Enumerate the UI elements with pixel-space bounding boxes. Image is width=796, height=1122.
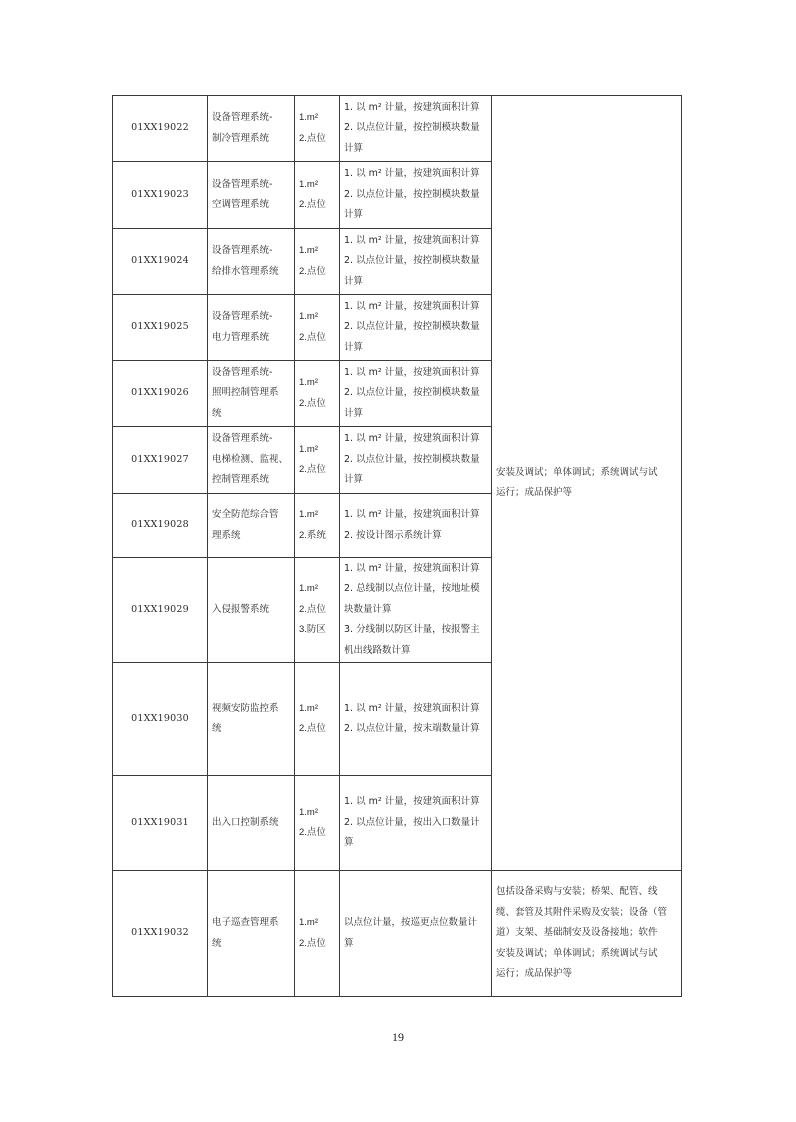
item-name-line: 控制管理系统 — [212, 474, 270, 486]
table-row — [113, 871, 682, 997]
calculation-rule — [340, 96, 492, 162]
item-name-line: 理系统 — [212, 529, 241, 541]
calculation-rule-line: 2. 以点位计量，按控制模块数量 — [344, 321, 480, 333]
item-code: 01XX19029 — [113, 558, 208, 663]
item-name-line: 统 — [212, 723, 222, 734]
calculation-rule-line: 机出线路数计算 — [344, 644, 411, 656]
item-name — [208, 361, 295, 427]
calculation-rule — [340, 361, 492, 427]
item-name — [208, 229, 295, 295]
calculation-rule-line: 2. 以点位计量，按控制模块数量 — [344, 255, 480, 267]
item-name-line: 统 — [212, 407, 222, 419]
calculation-rule-line: 1. 以 m² 计量，按建筑面积计算 — [344, 366, 480, 378]
item-name — [208, 871, 295, 997]
item-name-line: 制冷管理系统 — [212, 132, 270, 144]
item-code: 01XX19031 — [113, 776, 208, 871]
calculation-rule — [340, 871, 492, 997]
calculation-rule-line: 2. 总线制以点位计量，按地址模 — [344, 583, 480, 595]
item-name-line: 设备管理系统- — [212, 112, 273, 123]
measure-unit — [295, 494, 340, 558]
calculation-rule-line: 1. 以 m² 计量，按建筑面积计算 — [344, 433, 480, 445]
measure-unit-line: 1.m² — [299, 245, 318, 256]
item-name — [208, 494, 295, 558]
item-name-line: 统 — [212, 937, 222, 949]
calculation-rule-line: 1. 以 m² 计量，按建筑面积计算 — [344, 796, 480, 808]
item-code: 01XX19022 — [113, 96, 208, 162]
measure-unit-line: 1.m² — [299, 806, 318, 818]
calculation-rule — [340, 427, 492, 494]
item-code: 01XX19032 — [113, 871, 208, 997]
item-code: 01XX19027 — [113, 427, 208, 494]
measure-unit-line: 1.m² — [299, 377, 318, 388]
calculation-rule-line: 3. 分线制以防区计量，按报警主 — [344, 624, 480, 636]
measure-unit — [295, 871, 340, 997]
measure-unit — [295, 663, 340, 776]
spec-table-container — [112, 95, 681, 997]
measure-unit-line: 2.点位 — [299, 464, 326, 475]
measure-unit-line: 2.点位 — [299, 937, 326, 949]
calculation-rule-line: 计算 — [344, 407, 364, 419]
calculation-rule — [340, 295, 492, 361]
item-name-line: 设备管理系统- — [212, 245, 273, 256]
item-name — [208, 427, 295, 494]
measure-unit-line: 2.点位 — [299, 603, 326, 615]
page-number: 19 — [392, 1030, 404, 1044]
calculation-rule-line: 2. 以点位计量，按控制模块数量 — [344, 453, 480, 465]
measure-unit-line: 2.点位 — [299, 265, 326, 277]
calculation-rule-line: 计算 — [344, 275, 364, 287]
measure-unit-line: 1.m² — [299, 583, 318, 595]
item-code: 01XX19024 — [113, 229, 208, 295]
item-name-line: 给排水管理系统 — [212, 265, 279, 277]
calculation-rule-line: 1. 以 m² 计量，按建筑面积计算 — [344, 300, 480, 312]
calculation-rule-line: 以点位计量，按巡更点位数量计 — [344, 917, 478, 928]
measure-unit-line: 2.点位 — [299, 331, 326, 343]
measure-unit — [295, 558, 340, 663]
item-name-line: 入侵报警系统 — [212, 603, 270, 615]
measure-unit — [295, 295, 340, 361]
calculation-rule-line: 2. 按设计图示系统计算 — [344, 529, 442, 541]
measure-unit — [295, 229, 340, 295]
item-name — [208, 295, 295, 361]
work-content-line: 安装及调试；单体调试；系统调试与试 — [496, 466, 658, 478]
item-name-line: 电子巡查管理系 — [212, 917, 279, 928]
measure-unit-line: 2.点位 — [299, 723, 326, 734]
measure-unit-line: 1.m² — [299, 112, 318, 123]
measure-unit-line: 1.m² — [299, 311, 318, 322]
item-name-line: 安全防范综合管 — [212, 509, 279, 520]
calculation-rule-line: 计算 — [344, 474, 364, 486]
work-content-line: 道）支架、基础制安及设备接地；软件 — [496, 927, 658, 939]
item-name — [208, 776, 295, 871]
measure-unit-line: 2.点位 — [299, 827, 326, 838]
spec-table-body — [113, 96, 682, 997]
measure-unit — [295, 162, 340, 229]
measure-unit-line: 2.点位 — [299, 397, 326, 409]
item-name — [208, 162, 295, 229]
work-content — [492, 871, 682, 997]
calculation-rule-line: 计算 — [344, 142, 364, 154]
table-row — [113, 96, 682, 162]
item-name — [208, 96, 295, 162]
spec-table — [112, 95, 682, 997]
measure-unit — [295, 361, 340, 427]
calculation-rule-line: 1. 以 m² 计量，按建筑面积计算 — [344, 168, 480, 180]
item-code: 01XX19026 — [113, 361, 208, 427]
item-name-line: 设备管理系统- — [212, 178, 273, 190]
measure-unit-line: 1.m² — [299, 917, 318, 928]
item-name-line: 空调管理系统 — [212, 199, 270, 210]
item-name-line: 设备管理系统- — [212, 366, 273, 378]
work-content-line: 运行；成品保护等 — [496, 487, 573, 498]
item-name-line: 设备管理系统- — [212, 433, 273, 445]
calculation-rule — [340, 162, 492, 229]
measure-unit — [295, 776, 340, 871]
measure-unit — [295, 427, 340, 494]
measure-unit — [295, 96, 340, 162]
work-content-line: 运行；成品保护等 — [496, 968, 573, 980]
measure-unit-line: 1.m² — [299, 443, 318, 455]
measure-unit-line: 2.系统 — [299, 529, 326, 541]
calculation-rule-line: 2. 以点位计量，按控制模块数量 — [344, 188, 480, 200]
item-code: 01XX19025 — [113, 295, 208, 361]
calculation-rule-line: 2. 以点位计量，按出入口数量计 — [344, 816, 480, 828]
measure-unit-line: 1.m² — [299, 178, 318, 190]
item-name-line: 照明控制管理系 — [212, 387, 279, 399]
work-content — [492, 96, 682, 871]
calculation-rule — [340, 229, 492, 295]
item-code: 01XX19023 — [113, 162, 208, 229]
calculation-rule-line: 2. 以点位计量，按末端数量计算 — [344, 723, 480, 734]
measure-unit-line: 1.m² — [299, 509, 318, 520]
item-name-line: 视频安防监控系 — [212, 702, 279, 714]
work-content-line: 安装及调试；单体调试；系统调试与试 — [496, 947, 658, 959]
measure-unit-line: 2.点位 — [299, 132, 326, 144]
calculation-rule-line: 算 — [344, 937, 354, 949]
item-name-line: 出入口控制系统 — [212, 816, 279, 828]
calculation-rule — [340, 776, 492, 871]
item-name — [208, 558, 295, 663]
measure-unit-line: 3.防区 — [299, 624, 326, 636]
work-content-line: 包括设备采购与安装；桥架、配管、线 — [496, 886, 658, 898]
measure-unit-line: 2.点位 — [299, 199, 326, 210]
calculation-rule-line: 2. 以点位计量，按控制模块数量 — [344, 387, 480, 399]
calculation-rule-line: 计算 — [344, 209, 364, 221]
calculation-rule — [340, 663, 492, 776]
item-code: 01XX19028 — [113, 494, 208, 558]
item-code: 01XX19030 — [113, 663, 208, 776]
calculation-rule-line: 1. 以 m² 计量，按建筑面积计算 — [344, 101, 480, 113]
measure-unit-line: 1.m² — [299, 702, 318, 714]
calculation-rule — [340, 558, 492, 663]
item-name-line: 电力管理系统 — [212, 331, 270, 343]
calculation-rule-line: 计算 — [344, 341, 364, 353]
calculation-rule-line: 算 — [344, 837, 354, 849]
calculation-rule-line: 块数量计算 — [344, 603, 392, 615]
calculation-rule-line: 1. 以 m² 计量，按建筑面积计算 — [344, 702, 480, 714]
calculation-rule-line: 1. 以 m² 计量，按建筑面积计算 — [344, 509, 480, 520]
calculation-rule-line: 1. 以 m² 计量，按建筑面积计算 — [344, 562, 480, 574]
work-content-line: 缆、套管及其附件采购及安装；设备（管 — [496, 906, 668, 918]
item-name-line: 电梯检测、监视、 — [212, 453, 289, 465]
calculation-rule-line: 1. 以 m² 计量，按建筑面积计算 — [344, 234, 480, 246]
item-name-line: 设备管理系统- — [212, 311, 273, 322]
calculation-rule-line: 2. 以点位计量，按控制模块数量 — [344, 122, 480, 134]
item-name — [208, 663, 295, 776]
calculation-rule — [340, 494, 492, 558]
